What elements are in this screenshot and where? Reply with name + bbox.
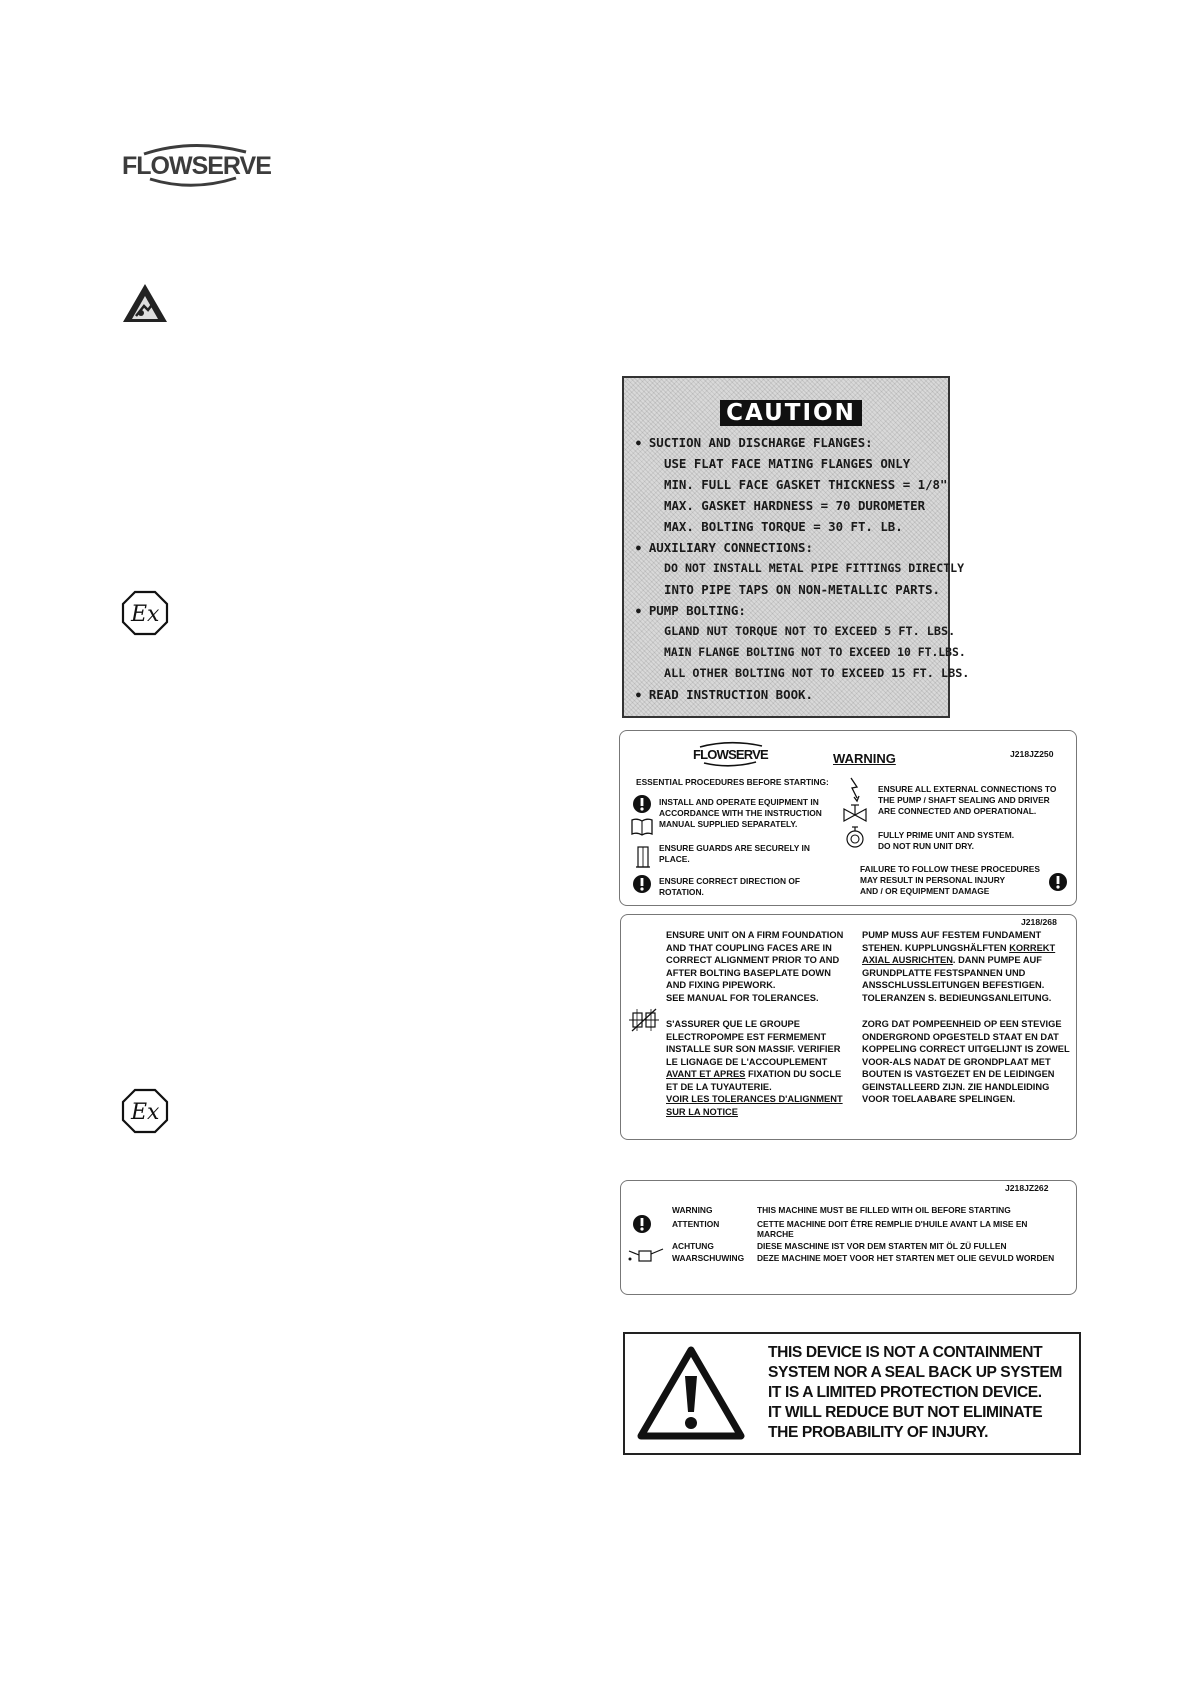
guard-icon bbox=[634, 845, 652, 874]
svg-text:Ex: Ex bbox=[131, 1100, 160, 1125]
consequence-text: AND / OR EQUIPMENT DAMAGE bbox=[860, 886, 990, 896]
german-instruction: ANSSCHLUSSLEITUNGEN BEFESTIGEN. bbox=[862, 980, 1045, 990]
caution-line: DO NOT INSTALL METAL PIPE FITTINGS DIRECTLY bbox=[664, 561, 965, 575]
procedure-text: ENSURE ALL EXTERNAL CONNECTIONS TO bbox=[878, 784, 1057, 794]
procedure-text: INSTALL AND OPERATE EQUIPMENT IN bbox=[659, 797, 819, 807]
dutch-instruction: KOPPELING CORRECT UITGELIJNT IS ZOWEL bbox=[862, 1044, 1070, 1054]
procedure-text: ARE CONNECTED AND OPERATIONAL. bbox=[878, 806, 1037, 816]
french-instruction: ET DE LA TUYAUTERIE. bbox=[666, 1081, 772, 1092]
french-instruction: SUR LA NOTICE bbox=[666, 1106, 738, 1117]
english-instruction: ENSURE UNIT ON A FIRM FOUNDATION bbox=[666, 930, 844, 940]
procedure-text: THE PUMP / SHAFT SEALING AND DRIVER bbox=[878, 795, 1050, 805]
procedure-text: MANUAL SUPPLIED SEPARATELY. bbox=[659, 819, 798, 829]
dutch-instruction: GEINSTALLEERD ZIJN. ZIE HANDLEIDING bbox=[862, 1081, 1050, 1092]
language-tag: ACHTUNG bbox=[672, 1241, 714, 1251]
procedure-text: PLACE. bbox=[659, 854, 690, 864]
caution-line: GLAND NUT TORQUE NOT TO EXCEED 5 FT. LBS. bbox=[664, 624, 956, 638]
german-instruction: GRUNDPLATTE FESTSPANNEN UND bbox=[862, 967, 1026, 978]
label-code: J218JZ262 bbox=[1005, 1183, 1049, 1193]
caution-line: INTO PIPE TAPS ON NON-METALLIC PARTS. bbox=[664, 582, 941, 597]
english-instruction: AFTER BOLTING BASEPLATE DOWN bbox=[666, 967, 831, 978]
german-instruction: PUMP MUSS AUF FESTEM FUNDAMENT bbox=[862, 930, 1042, 940]
dutch-instruction: VOOR-ALS NADAT DE GRONDPLAAT MET bbox=[862, 1056, 1051, 1067]
french-instruction: LE LIGNAGE DE L'ACCOUPLEMENT bbox=[666, 1056, 828, 1067]
foundation-alignment-label bbox=[620, 914, 1077, 1140]
english-instruction: AND FIXING PIPEWORK. bbox=[666, 980, 776, 990]
dutch-instruction: ZORG DAT POMPEENHEID OP EEN STEVIGE bbox=[862, 1019, 1062, 1029]
french-instruction: AVANT ET APRES FIXATION DU SOCLE bbox=[666, 1069, 842, 1079]
containment-warning-line: IT WILL REDUCE BUT NOT ELIMINATE bbox=[768, 1404, 1043, 1421]
containment-warning-line: IT IS A LIMITED PROTECTION DEVICE. bbox=[768, 1384, 1042, 1401]
procedure-text: ACCORDANCE WITH THE INSTRUCTION bbox=[659, 808, 822, 818]
caution-line: ● READ INSTRUCTION BOOK. bbox=[636, 687, 813, 702]
warning-triangle-icon bbox=[637, 1346, 745, 1447]
esd-warning-icon bbox=[122, 282, 168, 324]
oil-fill-label bbox=[620, 1180, 1077, 1295]
english-instruction: CORRECT ALIGNMENT PRIOR TO AND bbox=[666, 955, 840, 965]
caution-line: MAX. BOLTING TORQUE = 30 FT. LB. bbox=[664, 519, 903, 534]
caution-title: CAUTION bbox=[720, 400, 862, 426]
svg-text:Ex: Ex bbox=[131, 602, 160, 627]
language-tag: ATTENTION bbox=[672, 1219, 720, 1229]
oil-instruction: CETTE MACHINE DOIT ÊTRE REMPLIE D'HUILE AVANT LA MISE EN bbox=[757, 1219, 1028, 1229]
caution-line: ● AUXILIARY CONNECTIONS: bbox=[636, 540, 813, 555]
label-brand-name: FLOWSERVE bbox=[693, 747, 768, 762]
french-instruction: ELECTROPOMPE EST FERMEMENT bbox=[666, 1031, 827, 1042]
brand-name: FLOWSERVE bbox=[122, 152, 271, 180]
caution-line: ● PUMP BOLTING: bbox=[636, 603, 746, 618]
caution-line: USE FLAT FACE MATING FLANGES ONLY bbox=[664, 456, 911, 471]
exclamation-circle-icon bbox=[632, 794, 652, 819]
language-tag: WAARSCHUWING bbox=[672, 1253, 745, 1263]
containment-warning-line: SYSTEM NOR A SEAL BACK UP SYSTEM bbox=[768, 1364, 1062, 1381]
procedure-text: ENSURE GUARDS ARE SECURELY IN bbox=[659, 843, 810, 853]
french-instruction: INSTALLE SUR SON MASSIF. VERIFIER bbox=[666, 1044, 841, 1054]
german-instruction: TOLERANZEN S. BEDIEUNGSANLEITUNG. bbox=[862, 992, 1052, 1003]
containment-warning-line: THIS DEVICE IS NOT A CONTAINMENT bbox=[768, 1344, 1043, 1361]
french-instruction: VOIR LES TOLERANCES D'ALIGNMENT bbox=[666, 1094, 843, 1104]
flowserve-logo bbox=[122, 140, 271, 190]
label-code: J218JZ250 bbox=[1010, 749, 1054, 759]
open-book-icon bbox=[630, 817, 654, 842]
essential-procedures-label bbox=[619, 730, 1077, 906]
containment-warning-label bbox=[623, 1332, 1081, 1455]
german-instruction: STEHEN. KUPPLUNGSHÄLFTEN KORREKT bbox=[862, 942, 1056, 953]
oil-instruction: THIS MACHINE MUST BE FILLED WITH OIL BEFORE STARTING bbox=[757, 1205, 1011, 1215]
dutch-instruction: ONDERGROND OPGESTELD STAAT EN DAT bbox=[862, 1031, 1059, 1042]
caution-line: MIN. FULL FACE GASKET THICKNESS = 1/8" bbox=[664, 477, 948, 492]
exclamation-circle-icon bbox=[632, 1214, 652, 1239]
dutch-instruction: VOOR TOELAABARE SPELINGEN. bbox=[862, 1094, 1016, 1104]
french-instruction: S'ASSURER QUE LE GROUPE bbox=[666, 1019, 800, 1029]
language-tag: WARNING bbox=[672, 1205, 713, 1215]
oil-instruction: DIESE MASCHINE IST VOR DEM STARTEN MIT ÖL ZÜ FULLEN bbox=[757, 1241, 1007, 1251]
caution-line: MAIN FLANGE BOLTING NOT TO EXCEED 10 FT.LBS. bbox=[664, 645, 966, 659]
consequence-text: FAILURE TO FOLLOW THESE PROCEDURES bbox=[860, 864, 1040, 874]
consequence-text: MAY RESULT IN PERSONAL INJURY bbox=[860, 875, 1006, 885]
oil-instruction: MARCHE bbox=[757, 1229, 794, 1239]
exclamation-circle-icon bbox=[632, 874, 652, 899]
exclamation-circle-icon bbox=[1048, 872, 1068, 897]
warning-title: WARNING bbox=[833, 751, 896, 766]
oil-can-icon bbox=[627, 1245, 665, 1270]
prime-icon bbox=[844, 825, 866, 854]
german-instruction: AXIAL AUSRICHTEN. DANN PUMPE AUF bbox=[862, 955, 1042, 965]
caution-line: ● SUCTION AND DISCHARGE FLANGES: bbox=[636, 435, 873, 450]
containment-warning-line: THE PROBABILITY OF INJURY. bbox=[768, 1424, 989, 1441]
ex-protection-icon bbox=[121, 590, 169, 636]
dutch-instruction: BOUTEN IS VASTGEZET EN DE LEIDINGEN bbox=[862, 1069, 1055, 1079]
label-code: J218/268 bbox=[1021, 917, 1057, 927]
ex-protection-icon bbox=[121, 1088, 169, 1134]
procedures-heading: ESSENTIAL PROCEDURES BEFORE STARTING: bbox=[636, 777, 829, 787]
coupling-alignment-icon bbox=[629, 1007, 659, 1038]
procedure-text: ROTATION. bbox=[659, 887, 704, 897]
oil-instruction: DEZE MACHINE MOET VOOR HET STARTEN MET OLIE GEVULD WORDEN bbox=[757, 1253, 1055, 1263]
procedure-text: DO NOT RUN UNIT DRY. bbox=[878, 841, 974, 851]
english-instruction: AND THAT COUPLING FACES ARE IN bbox=[666, 942, 832, 953]
label-flowserve-logo bbox=[690, 741, 770, 767]
english-instruction: SEE MANUAL FOR TOLERANCES. bbox=[666, 992, 819, 1003]
caution-line: ALL OTHER BOLTING NOT TO EXCEED 15 FT. LBS. bbox=[664, 666, 970, 680]
procedure-text: FULLY PRIME UNIT AND SYSTEM. bbox=[878, 830, 1015, 840]
caution-label bbox=[622, 376, 970, 718]
procedure-text: ENSURE CORRECT DIRECTION OF bbox=[659, 876, 800, 886]
caution-line: MAX. GASKET HARDNESS = 70 DUROMETER bbox=[664, 498, 926, 513]
